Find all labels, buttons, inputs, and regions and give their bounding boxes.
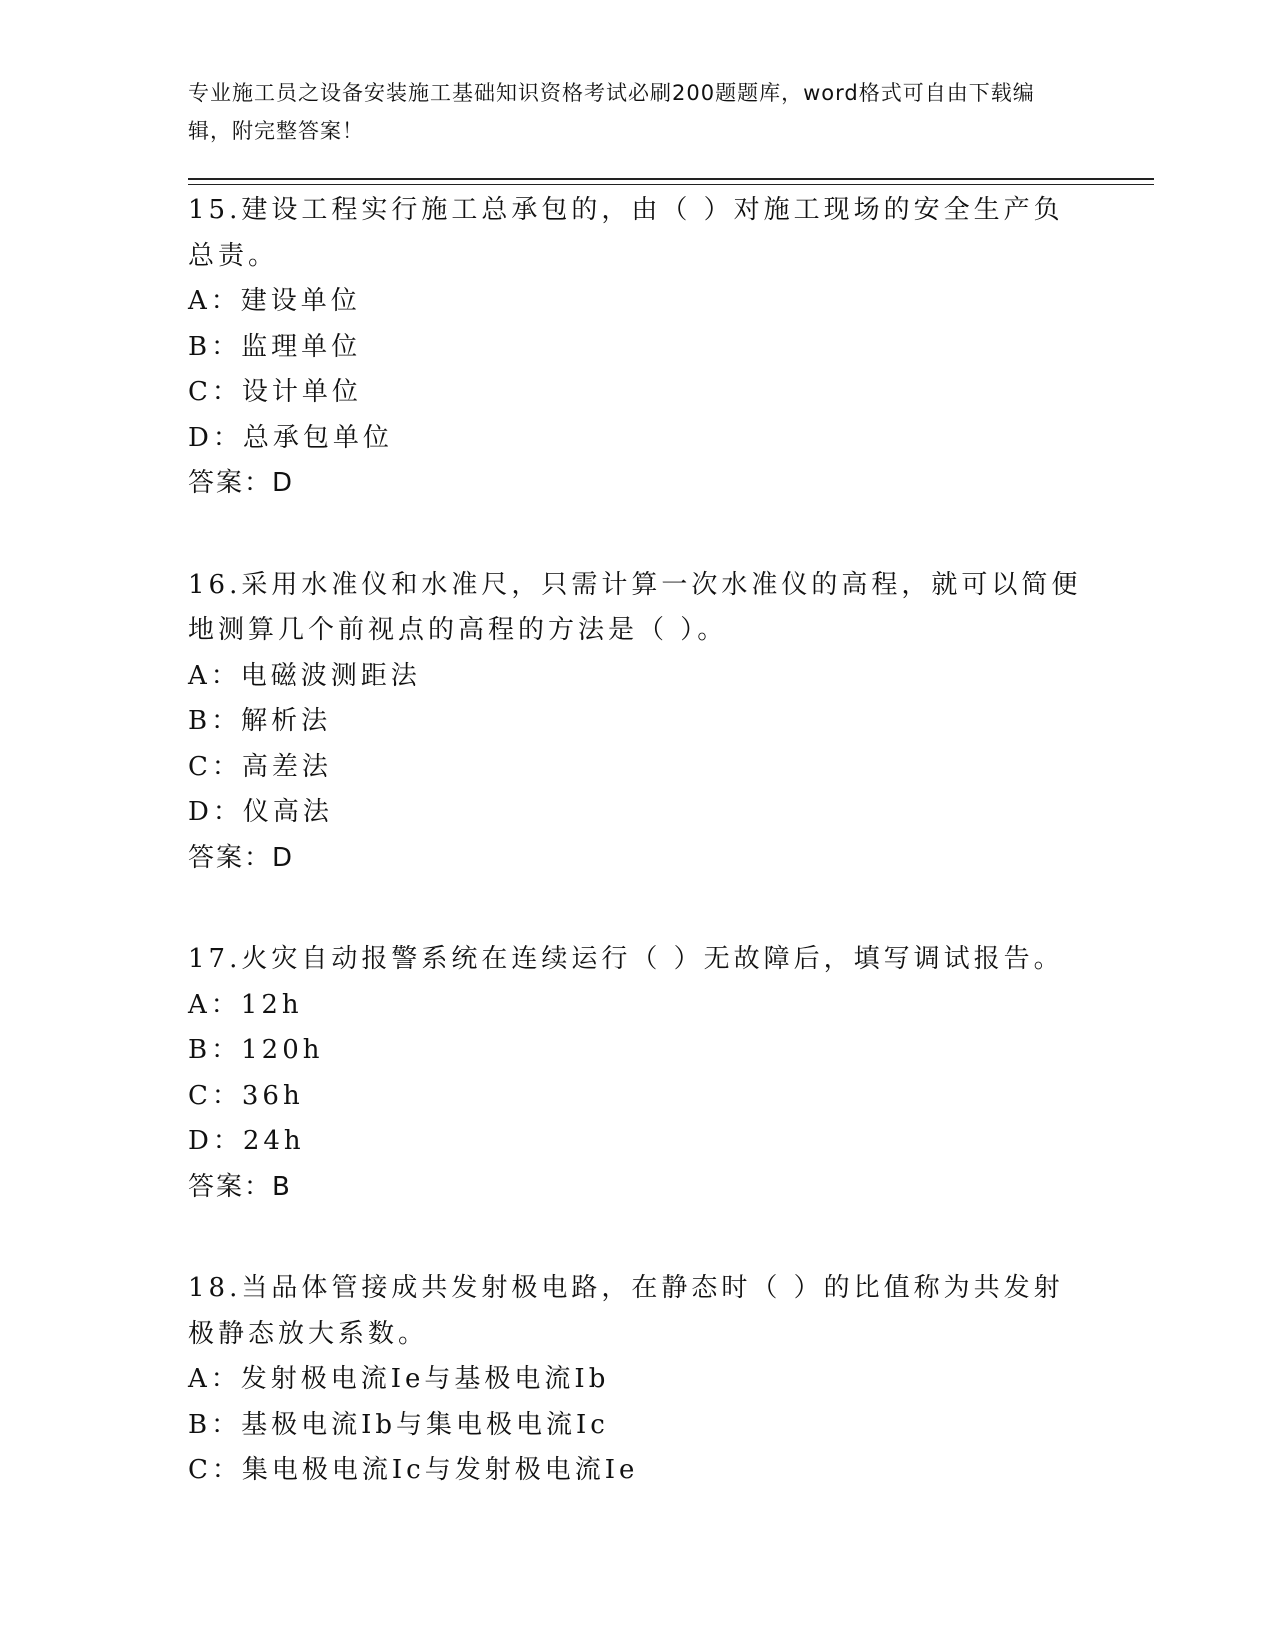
option-c: C：集电极电流Ic与发射极电流Ie (188, 1455, 639, 1485)
option-d: D：24h (188, 1126, 305, 1156)
option-c: C：高差法 (188, 751, 332, 782)
option-b: B：解析法 (188, 706, 332, 736)
option-d: D：仪高法 (188, 797, 333, 827)
question-16 (188, 563, 1088, 882)
question-text: 17.火灾自动报警系统在连续运行（ ）无故障后，填写调试报告。 (188, 944, 1064, 974)
question-15 (188, 188, 1088, 507)
header-divider-thick (188, 178, 1154, 180)
option-c: C：设计单位 (188, 377, 362, 407)
question-18 (188, 1266, 1088, 1494)
option-a: A：电磁波测距法 (188, 660, 421, 691)
option-c: C：36h (188, 1080, 304, 1111)
option-b: B：监理单位 (188, 331, 362, 362)
answer: 答案：D (188, 842, 295, 873)
answer: 答案：D (188, 468, 295, 498)
document-header-title: 专业施工员之设备安装施工基础知识资格考试必刷200题题库，word格式可自由下载编辑，附完整答案！ (188, 81, 1035, 143)
option-a: A：12h (188, 989, 303, 1020)
option-b: B：基极电流Ib与集电极电流Ic (188, 1409, 609, 1440)
header-divider-thin (188, 184, 1154, 185)
question-17 (188, 937, 1088, 1210)
question-text: 18.当品体管接成共发射极电路，在静态时（ ）的比值称为共发射极静态放大系数。 (188, 1273, 1064, 1349)
option-a: A：发射极电流Ie与基极电流Ib (188, 1364, 610, 1394)
option-d: D：总承包单位 (188, 422, 393, 453)
option-a: A：建设单位 (188, 286, 361, 316)
question-text: 15.建设工程实行施工总承包的，由（ ）对施工现场的安全生产负总责。 (188, 195, 1064, 271)
question-text: 16.采用水准仪和水准尺，只需计算一次水准仪的高程，就可以简便地测算几个前视点的高程的方法是（ ）。 (188, 569, 1082, 645)
option-b: B：120h (188, 1035, 324, 1065)
answer: 答案：B (188, 1171, 292, 1202)
question-list (188, 188, 1088, 1550)
